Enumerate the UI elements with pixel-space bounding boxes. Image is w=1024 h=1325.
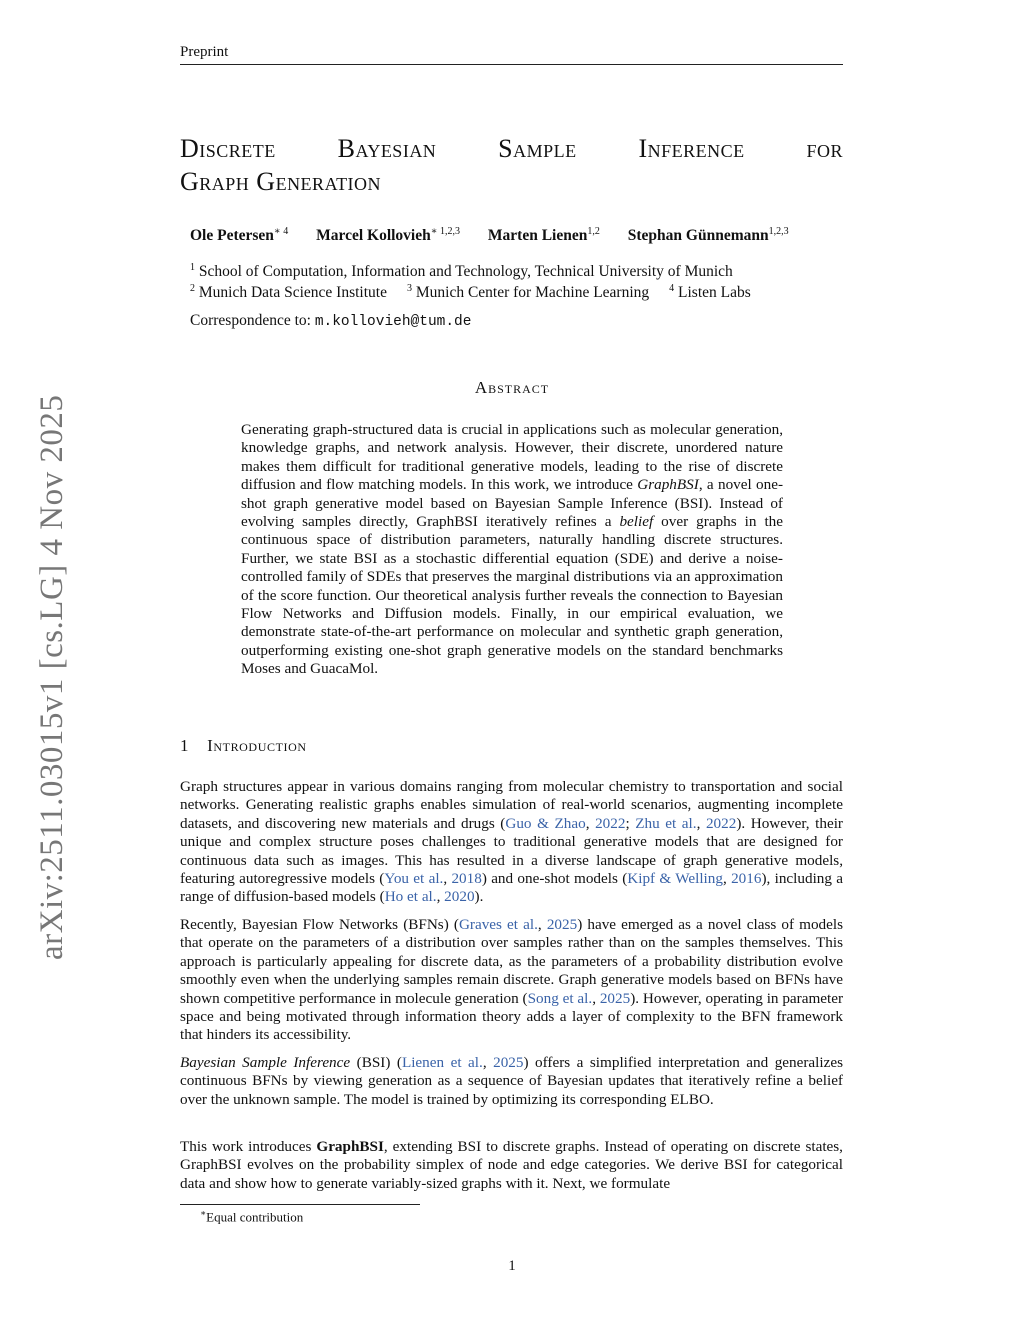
author: Stephan Günnemann$^{1,2,3}$ xyxy=(627,226,789,245)
citation-link[interactable]: Zhu et al. xyxy=(635,814,697,832)
footnote-rule xyxy=(180,1204,420,1205)
intro-paragraph-3: Bayesian Sample Inference (BSI) (Lienen et al., 2025) offers a simplified interpretation and generalizes continuous BFNs by viewing generation as a sequence of Bayesian updates that iteratively refine a belief over the unknown sample. The model is trained by optimizing its corresponding ELBO. xyxy=(180,1054,844,1108)
citation-link[interactable]: 2025 xyxy=(599,989,631,1007)
citation-link[interactable]: 2022 xyxy=(705,814,737,832)
abstract-heading: Abstract xyxy=(474,378,550,397)
title-word: for xyxy=(806,134,843,163)
affiliation-line-1: $^1$ School of Computation, Information and Technology, Technical University of Munich xyxy=(190,262,733,281)
footnote: ∗Equal contribution xyxy=(200,1208,304,1225)
author: Ole Petersen$^{∗ 4}$ xyxy=(190,226,289,245)
title-word: Discrete xyxy=(180,134,276,163)
intro-paragraph-2: Recently, Bayesian Flow Networks (BFNs) (Graves et al., 2025) have emerged as a novel class of models that operate on the parameters of a distribution over samples rather than on the samples themselves. This approach is particularly appealing for discrete data, as the parameters of a probability distribution evolve smoothly even when the underlying samples remain discrete. Graph generative models based on BFNs have shown competitive performance in molecule generation (Song et al., 2025). However, operating in parameter space and being motivated through information theory adds a layer of complexity to the BFN framework that hinders its accessibility. xyxy=(180,916,844,1044)
arxiv-stamp: arXiv:2511.03015v1 [cs.LG] 4 Nov 2025 xyxy=(34,394,70,960)
citation-link[interactable]: 2016 xyxy=(731,870,762,888)
citation-link[interactable]: Ho et al. xyxy=(384,888,437,906)
section-heading: 1 Introduction xyxy=(180,736,307,755)
title-word: Bayesian xyxy=(337,134,437,163)
citation-link[interactable]: Kipf & Welling xyxy=(627,870,723,888)
affiliation-line-2: $^2$ Munich Data Science Institute $^3$ Munich Center for Machine Learning $^4$ Listen Labs xyxy=(190,283,751,302)
citation-link[interactable]: 2025 xyxy=(546,916,578,933)
citation-link[interactable]: Song et al. xyxy=(527,989,593,1007)
citation-link[interactable]: 2022 xyxy=(595,814,626,832)
paper-title xyxy=(180,132,843,198)
citation-link[interactable]: 2018 xyxy=(451,870,482,888)
title-word: Inference xyxy=(638,134,745,163)
title-line-2: Graph Generation xyxy=(180,167,382,196)
citation-link[interactable]: 2025 xyxy=(493,1054,524,1071)
intro-paragraph-4: This work introduces GraphBSI, extending BSI to discrete graphs. Instead of operating on discrete states, GraphBSI evolves on the probability simplex of node and edge categories. We derive BSI for categorical data and show how to generate variably-sized graphs with it. Next, we formulate xyxy=(180,1138,843,1192)
title-word: Sample xyxy=(498,134,577,163)
citation-link[interactable]: You et al. xyxy=(384,870,444,888)
intro-paragraph-1: Graph structures appear in various domains ranging from molecular chemistry to transportation and social networks. Generating realistic graphs enables simulation of real-world scenarios, augmenting incomplete datasets, and discovering new materials and drugs (Guo & Zhao, 2022; Zhu et al., 2022). However, their unique and complex structure poses challenges to traditional generative models that are designed for continuous data such as images. This has resulted in a diverse landscape of graph generative models, featuring autoregressive models (You et al., 2018) and one-shot models (Kipf & Welling, 2016), including a range of diffusion-based models (Ho et al., 2020). xyxy=(180,778,844,906)
author-list xyxy=(190,226,813,245)
citation-link[interactable]: Lienen et al. xyxy=(401,1054,483,1071)
author: Marten Lienen$^{1,2}$ xyxy=(487,226,600,245)
page-number: 1 xyxy=(508,1258,516,1274)
email-link[interactable]: m.kollovieh@tum.de xyxy=(314,314,472,330)
correspondence: Correspondence to: m.kollovieh@tum.de xyxy=(190,312,472,330)
title-line-1 xyxy=(180,132,843,165)
running-head: Preprint xyxy=(180,44,843,65)
citation-link[interactable]: Graves et al. xyxy=(458,916,538,933)
author: Marcel Kollovieh$^{∗ 1,2,3}$ xyxy=(316,226,461,245)
citation-link[interactable]: Guo & Zhao xyxy=(505,814,586,832)
citation-link[interactable]: 2020 xyxy=(444,888,475,906)
abstract-body: Generating graph-structured data is crucial in applications such as molecular generation, knowledge graphs, and network analysis. However, their discrete, unordered nature makes them difficult for traditional generative models, leading to the rise of discrete diffusion and flow matching models. In this work, we introduce GraphBSI, a novel one-shot graph generative model based on Bayesian Sample Inference (BSI). Instead of evolving samples directly, GraphBSI iteratively refines a belief over graphs in the continuous space of distribution parameters, naturally handling discrete structures. Further, we state BSI as a stochastic differential equation (SDE) and derive a noise-controlled family of SDEs that preserves the marginal distributions via an approximation of the score function. Our theoretical analysis further reveals the connection to Bayesian Flow Networks and Diffusion models. Finally, in our empirical evaluation, we demonstrate state-of-the-art performance on molecular and synthetic graph generation, outperforming existing one-shot graph generative models on the standard benchmarks Moses and GuacaMol. xyxy=(241,421,784,678)
